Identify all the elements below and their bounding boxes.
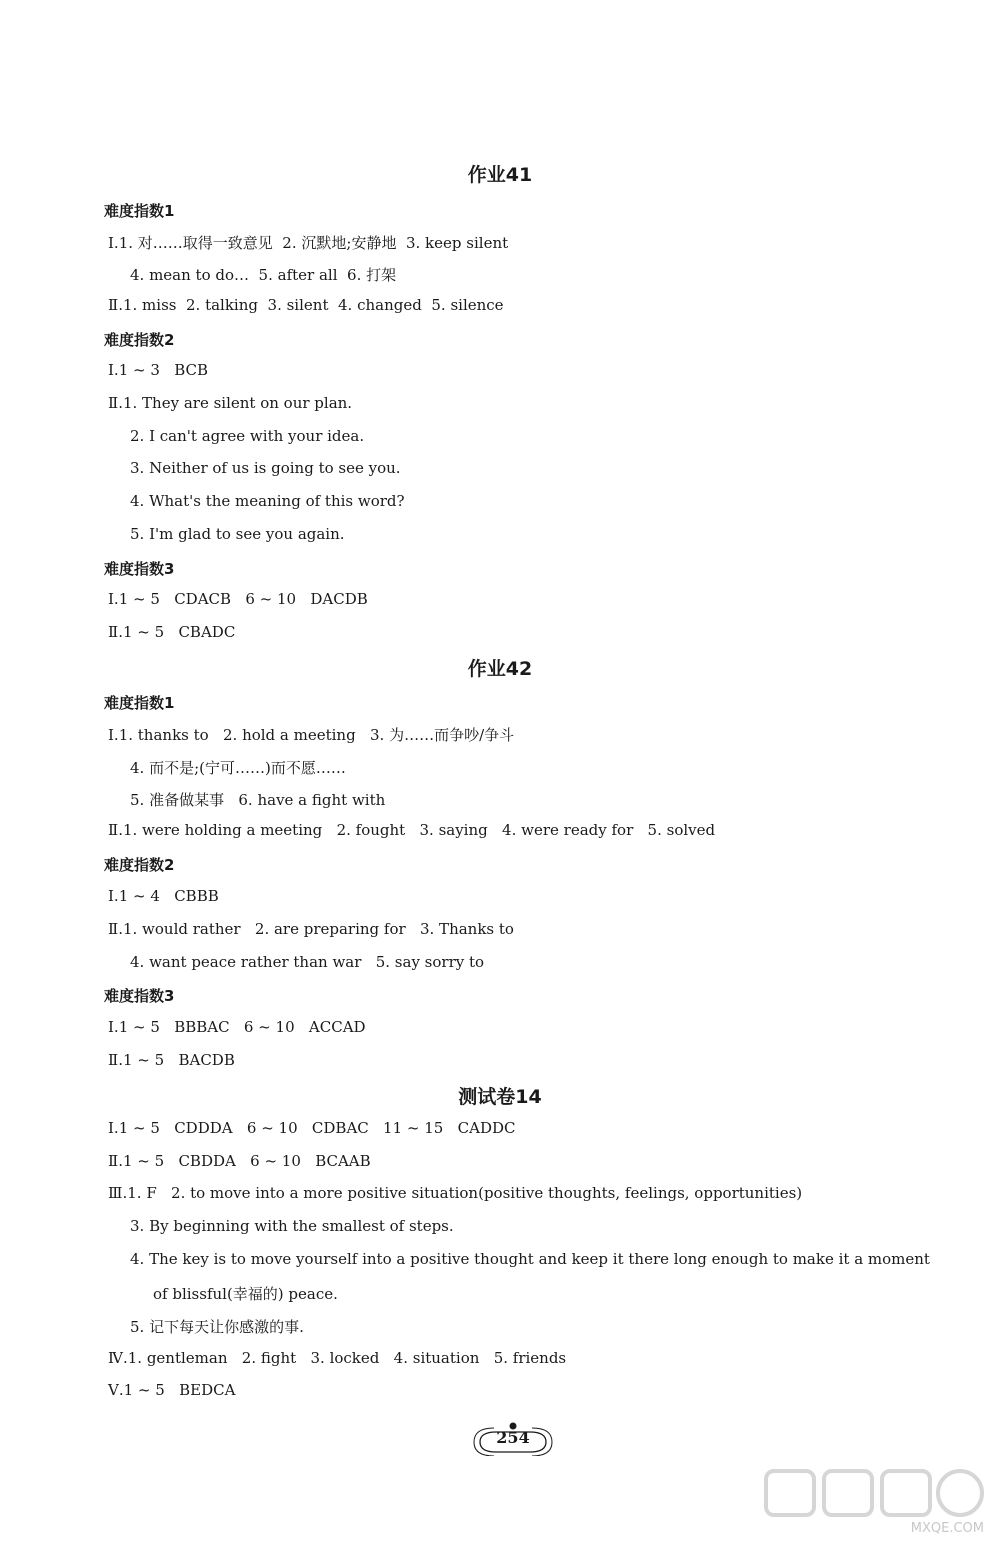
answer-line: 4. The key is to move yourself into a positive thought and keep it there long enough to make it a moment xyxy=(130,1250,930,1268)
answer-line: Ⅰ.1. 对……取得一致意见 2. 沉默地;安静地 3. keep silent xyxy=(108,234,509,252)
answer-line: Ⅰ.1 ~ 4 CBBB xyxy=(108,887,219,905)
section-title-test14: 测试卷14 xyxy=(458,1086,542,1108)
answer-line: Ⅱ.1. were holding a meeting 2. fought 3. saying 4. were ready for 5. solved xyxy=(108,821,716,839)
answer-line: 2. I can't agree with your idea. xyxy=(130,427,365,445)
answer-line: 5. 准备做某事 6. have a fight with xyxy=(130,791,386,809)
difficulty-label: 难度指数3 xyxy=(104,987,175,1005)
answer-line: Ⅳ.1. gentleman 2. fight 3. locked 4. situation 5. friends xyxy=(108,1349,567,1367)
answer-line: Ⅱ.1 ~ 5 BACDB xyxy=(108,1051,235,1069)
answer-line: 3. By beginning with the smallest of steps. xyxy=(130,1217,454,1235)
answer-line: Ⅰ.1 ~ 5 CDACB 6 ~ 10 DACDB xyxy=(108,590,368,608)
answer-line: Ⅱ.1. They are silent on our plan. xyxy=(108,394,353,412)
answer-line: 4. 而不是;(宁可……)而不愿…… xyxy=(130,759,346,777)
page-number xyxy=(470,1420,556,1456)
answer-line: 4. What's the meaning of this word? xyxy=(130,492,405,510)
difficulty-label: 难度指数3 xyxy=(104,560,175,578)
answer-line: Ⅱ.1 ~ 5 CBADC xyxy=(108,623,236,641)
answer-line: 4. mean to do… 5. after all 6. 打架 xyxy=(130,266,397,284)
answer-line: Ⅰ.1 ~ 5 CDDDA 6 ~ 10 CDBAC 11 ~ 15 CADDC xyxy=(108,1119,516,1137)
answer-line: 4. want peace rather than war 5. say sorry to xyxy=(130,953,485,971)
section-title-41: 作业41 xyxy=(467,164,533,186)
answer-line: 3. Neither of us is going to see you. xyxy=(130,459,401,477)
watermark-text: MXQE.COM xyxy=(910,1521,984,1536)
answer-line: of blissful(幸福的) peace. xyxy=(153,1285,338,1303)
watermark xyxy=(760,1465,990,1540)
difficulty-label: 难度指数1 xyxy=(104,202,175,220)
answer-line: Ⅰ.1. thanks to 2. hold a meeting 3. 为……而争吵/争斗 xyxy=(108,726,515,744)
answer-line: Ⅲ.1. F 2. to move into a more positive situation(positive thoughts, feelings, opportunities) xyxy=(108,1184,803,1202)
answer-line: Ⅱ.1 ~ 5 CBDDA 6 ~ 10 BCAAB xyxy=(108,1152,371,1170)
difficulty-label: 难度指数2 xyxy=(104,331,175,349)
answer-line: Ⅱ.1. would rather 2. are preparing for 3. Thanks to xyxy=(108,920,514,938)
answer-line: Ⅴ.1 ~ 5 BEDCA xyxy=(108,1381,236,1399)
section-title-42: 作业42 xyxy=(467,658,533,680)
answer-line: Ⅰ.1 ~ 5 BBBAC 6 ~ 10 ACCAD xyxy=(108,1018,366,1036)
difficulty-label: 难度指数2 xyxy=(104,856,175,874)
answer-line: 5. I'm glad to see you again. xyxy=(130,525,345,543)
answer-line: 5. 记下每天让你感激的事. xyxy=(130,1318,304,1336)
answer-line: Ⅱ.1. miss 2. talking 3. silent 4. changed 5. silence xyxy=(108,296,504,314)
difficulty-label: 难度指数1 xyxy=(104,694,175,712)
answer-line: Ⅰ.1 ~ 3 BCB xyxy=(108,361,208,379)
page-number-text: 254 xyxy=(496,1428,530,1447)
